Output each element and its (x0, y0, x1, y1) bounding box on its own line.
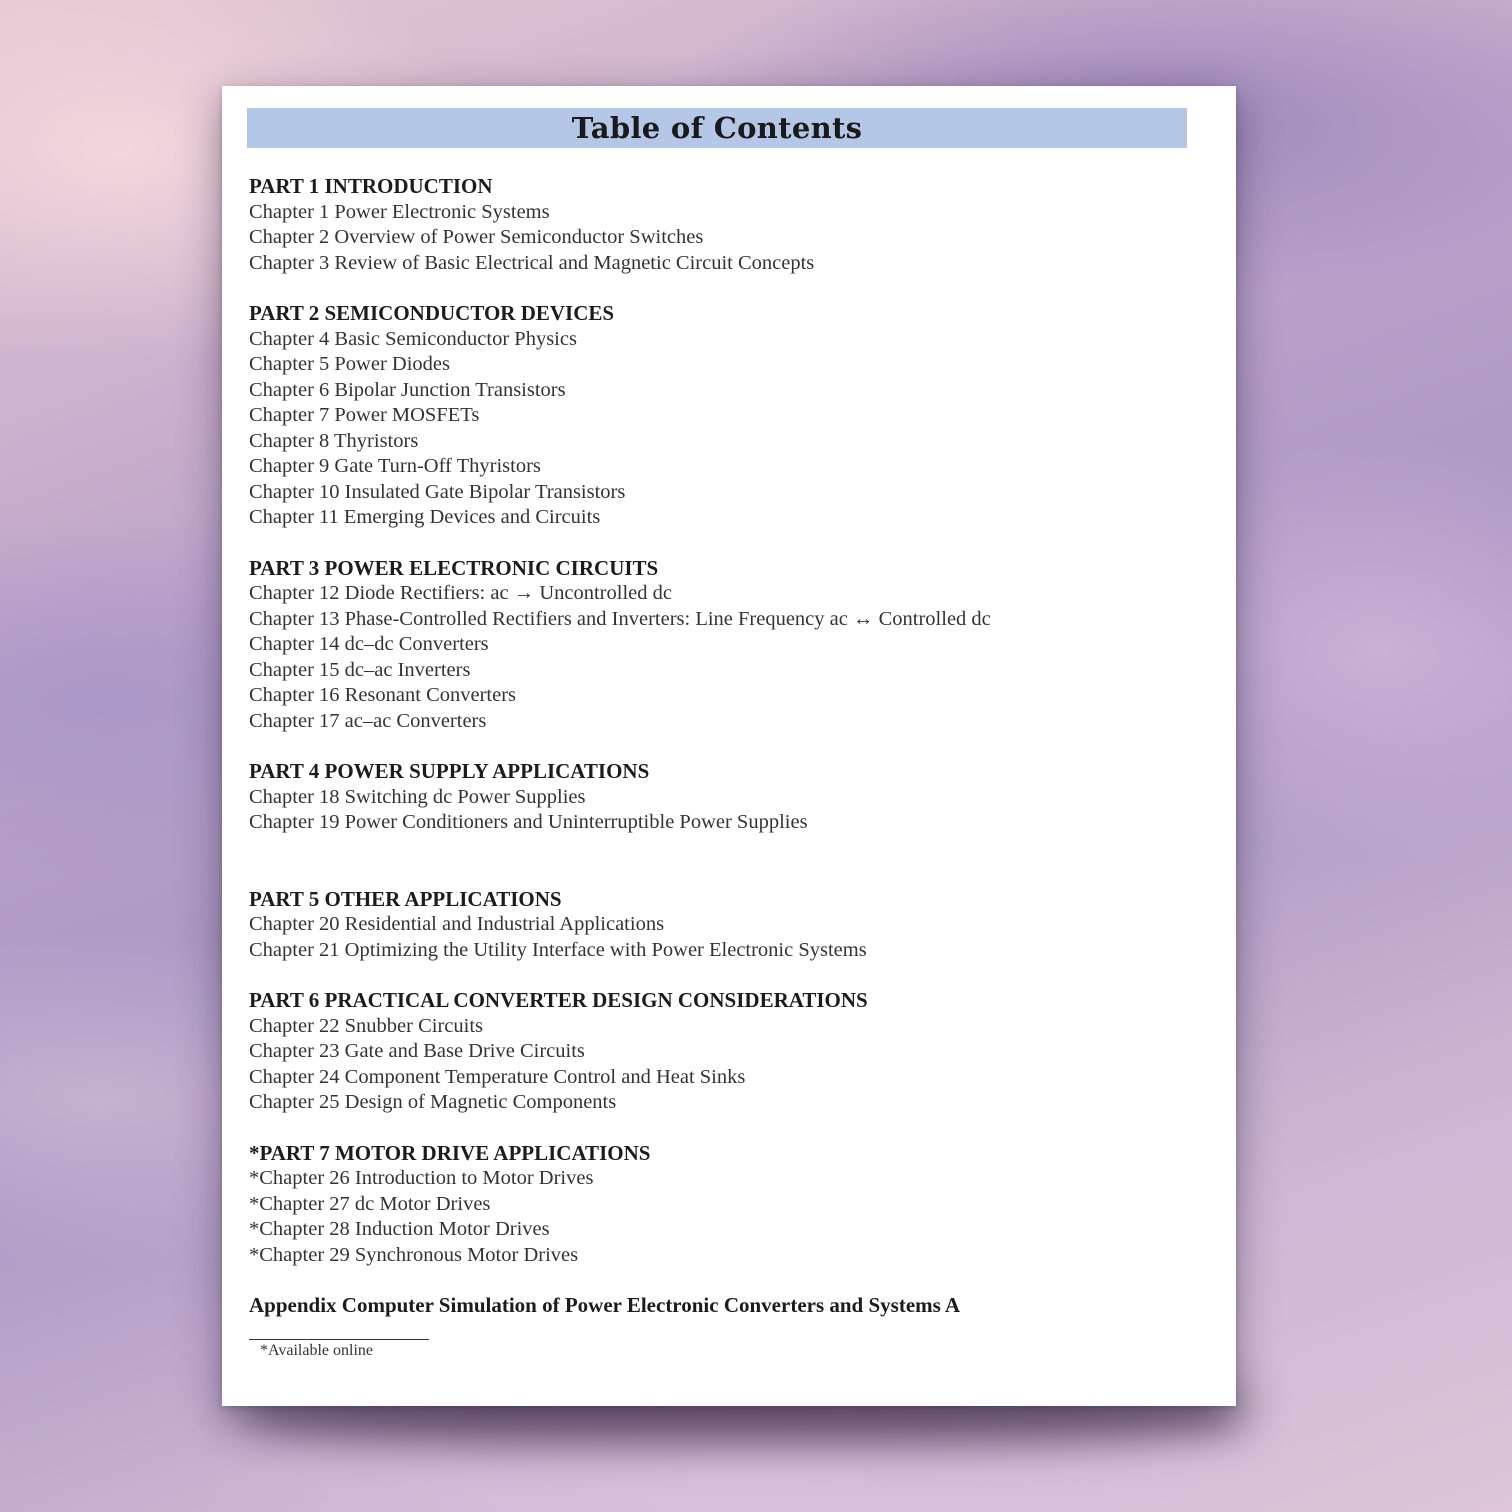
chapter-entry: Chapter 20 Residential and Industrial Applications (249, 913, 665, 935)
chapter-entry: Chapter 7 Power MOSFETs (249, 404, 480, 426)
chapter-entry: Chapter 22 Snubber Circuits (249, 1014, 484, 1037)
part-section (249, 887, 1209, 964)
chapter-entry: Chapter 16 Resonant Converters (249, 684, 517, 706)
page-title: Table of Contents (571, 111, 863, 145)
chapter-entry: Chapter 23 Gate and Base Drive Circuits (249, 1040, 585, 1062)
part-heading: PART 2 SEMICONDUCTOR DEVICES (249, 301, 615, 325)
chapter-entry: Chapter 3 Review of Basic Electrical and Magnetic Circuit Concepts (249, 251, 815, 274)
chapter-entry: *Chapter 26 Introduction to Motor Drives (249, 1167, 594, 1189)
chapter-entry: Chapter 13 Phase-Controlled Rectifiers and Inverters: Line Frequency ac ↔ Controlled dc (249, 607, 991, 630)
chapter-entry: Chapter 12 Diode Rectifiers: ac → Uncontrolled dc (249, 582, 672, 604)
document-page (222, 86, 1236, 1406)
chapter-entry: Chapter 11 Emerging Devices and Circuits (249, 506, 601, 528)
chapter-entry: Chapter 4 Basic Semiconductor Physics (249, 327, 577, 350)
part-section (249, 759, 1209, 836)
chapter-entry: Chapter 25 Design of Magnetic Components (249, 1091, 617, 1113)
part-section (249, 174, 1209, 276)
part-section (249, 301, 1209, 531)
chapter-entry: Chapter 6 Bipolar Junction Transistors (249, 378, 566, 401)
chapter-entry: Chapter 14 dc–dc Converters (249, 633, 489, 655)
part-heading: PART 1 INTRODUCTION (249, 174, 493, 198)
chapter-entry: Chapter 19 Power Conditioners and Uninterruptible Power Supplies (249, 811, 808, 833)
chapter-entry: Chapter 15 dc–ac Inverters (249, 658, 471, 681)
part-section (249, 1141, 1209, 1269)
part-heading: *PART 7 MOTOR DRIVE APPLICATIONS (249, 1140, 651, 1165)
chapter-entry: Chapter 17 ac–ac Converters (249, 709, 487, 732)
chapter-entry: Chapter 10 Insulated Gate Bipolar Transistors (249, 480, 626, 503)
footnote-divider (249, 1339, 429, 1340)
chapter-entry: Chapter 5 Power Diodes (249, 353, 450, 375)
chapter-entry: *Chapter 28 Induction Motor Drives (249, 1218, 550, 1240)
part-section (249, 988, 1209, 1116)
chapter-entry: Chapter 2 Overview of Power Semiconductor Switches (249, 226, 704, 248)
appendix-entry: Appendix Computer Simulation of Power Electronic Converters and Systems A (249, 1293, 961, 1317)
chapter-entry: Chapter 1 Power Electronic Systems (249, 200, 550, 223)
chapter-entry: Chapter 21 Optimizing the Utility Interface with Power Electronic Systems (249, 938, 867, 961)
chapter-entry: *Chapter 29 Synchronous Motor Drives (249, 1243, 579, 1266)
part-section (249, 556, 1209, 735)
chapter-entry: *Chapter 27 dc Motor Drives (249, 1192, 491, 1215)
chapter-entry: Chapter 8 Thyristors (249, 429, 419, 452)
part-heading: PART 6 PRACTICAL CONVERTER DESIGN CONSIDERATIONS (249, 988, 868, 1012)
title-banner (247, 108, 1187, 148)
chapter-entry: Chapter 18 Switching dc Power Supplies (249, 785, 586, 808)
footnote: *Available online (260, 1342, 373, 1359)
chapter-entry: Chapter 24 Component Temperature Control and Heat Sinks (249, 1065, 746, 1088)
part-heading: PART 5 OTHER APPLICATIONS (249, 886, 562, 911)
chapter-entry: Chapter 9 Gate Turn-Off Thyristors (249, 455, 541, 477)
part-heading: PART 4 POWER SUPPLY APPLICATIONS (249, 759, 650, 783)
toc-list (249, 174, 1209, 1319)
part-heading: PART 3 POWER ELECTRONIC CIRCUITS (249, 555, 659, 580)
